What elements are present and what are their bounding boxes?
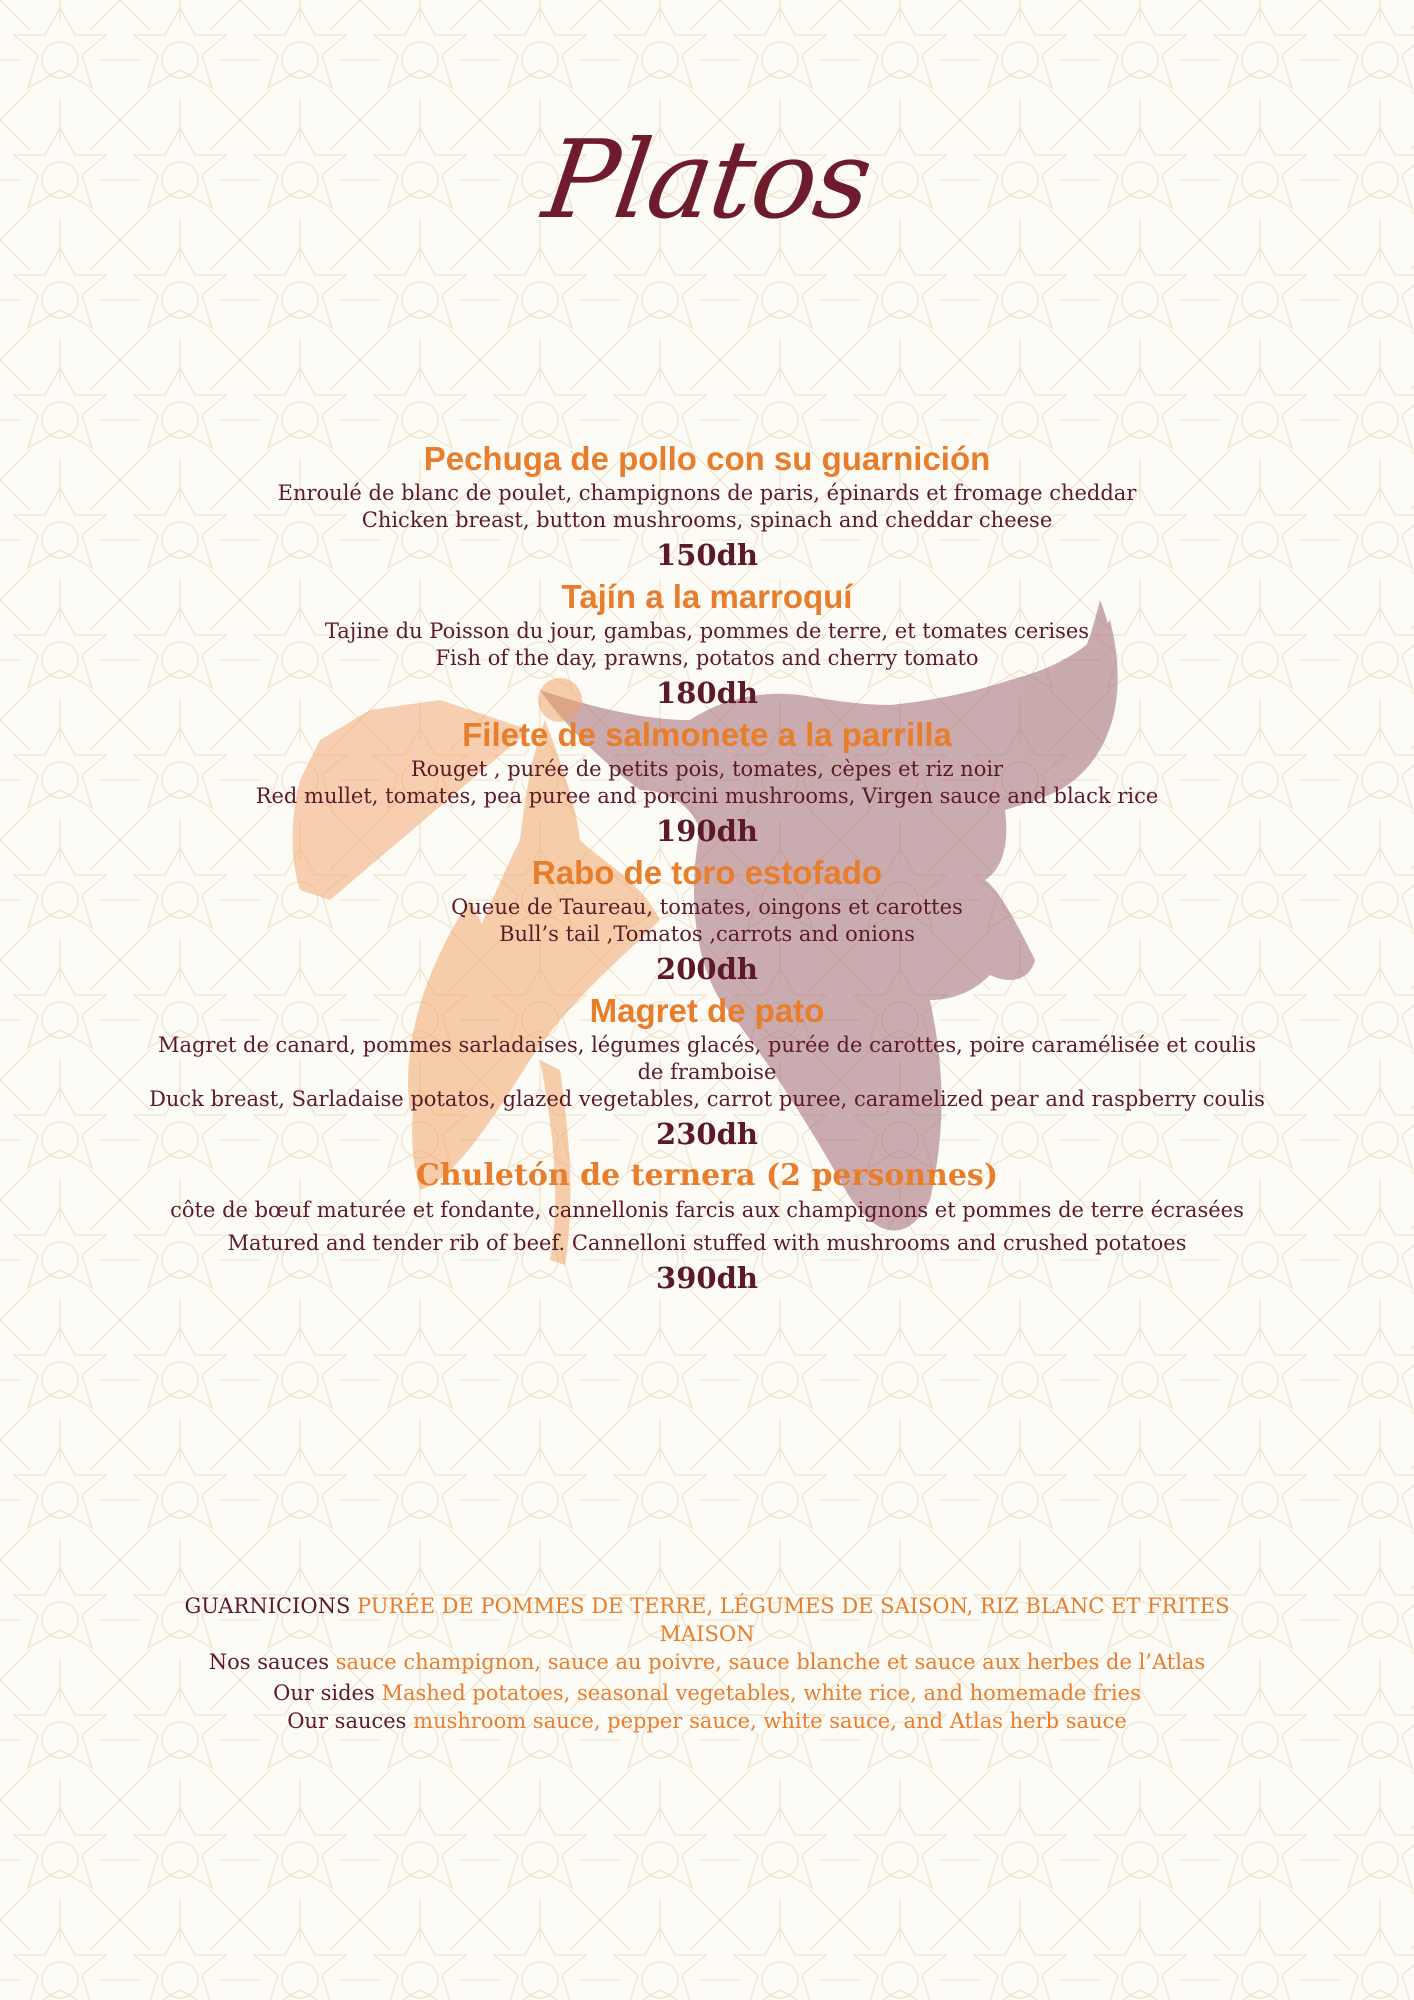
dish-description-fr: côte de bœuf maturée et fondante, cannellonis farcis aux champignons et pommes de terre écrasées — [170, 1198, 1244, 1222]
page-title: Platos — [536, 118, 878, 243]
dish-name: Rabo de toro estofado — [531, 854, 883, 891]
sides-en-note — [142, 1679, 1272, 1707]
dish-item — [0, 990, 1414, 1155]
dish-description-en: Chicken breast, button mushrooms, spinach and cheddar cheese — [361, 508, 1053, 532]
dish-description-fr: Magret de canard, pommes sarladaises, légumes glacés, purée de carottes, poire caramélisée et coulis de framboise — [157, 1033, 1257, 1084]
dish-description-en: Bull’s tail ,Tomatos ,carrots and onions — [499, 922, 915, 946]
sauces-fr-value: sauce champignon, sauce au poivre, sauce blanche et sauce aux herbes de l’Atlas — [335, 1650, 1206, 1674]
dish-name: Chuletón de ternera (2 personnes) — [415, 1158, 999, 1193]
dish-description-en: Duck breast, Sarladaise potatos, glazed vegetables, carrot puree, caramelized pear and raspberry coulis — [149, 1087, 1265, 1111]
dish-description-en: Red mullet, tomates, pea puree and porcini mushrooms, Virgen sauce and black rice — [255, 784, 1159, 808]
sauces-fr-label: Nos sauces — [208, 1650, 330, 1674]
dish-name: Magret de pato — [589, 992, 825, 1029]
dish-item — [0, 576, 1414, 714]
sauces-en-note — [142, 1707, 1272, 1735]
dish-price: 150dh — [656, 538, 758, 572]
sides-en-value: Mashed potatoes, seasonal vegetables, white rice, and homemade fries — [381, 1681, 1141, 1705]
dish-item — [0, 852, 1414, 990]
dish-price: 230dh — [656, 1117, 758, 1151]
dish-name: Filete de salmonete a la parrilla — [462, 716, 952, 753]
sauces-en-label: Our sauces — [287, 1709, 407, 1733]
dish-description-en: Fish of the day, prawns, potatos and cherry tomato — [435, 646, 979, 670]
dish-description-fr: Queue de Taureau, tomates, oingons et carottes — [451, 895, 963, 919]
garnish-value: PURÉE DE POMMES DE TERRE, LÉGUMES DE SAISON, RIZ BLANC ET FRITES MAISON — [357, 1594, 1230, 1646]
dish-price: 390dh — [656, 1261, 758, 1295]
dish-price: 180dh — [656, 676, 758, 710]
garnish-note — [177, 1592, 1237, 1648]
dish-description-en: Matured and tender rib of beef. Cannelloni stuffed with mushrooms and crushed potatoes — [227, 1231, 1187, 1255]
dishes-list — [0, 438, 1414, 1299]
dish-description-fr: Enroulé de blanc de poulet, champignons de paris, épinards et fromage cheddar — [277, 481, 1137, 505]
dish-item — [0, 1155, 1414, 1299]
dish-name: Pechuga de pollo con su guarnición — [423, 440, 991, 477]
dish-item — [0, 714, 1414, 852]
dish-price: 190dh — [656, 814, 758, 848]
dish-price: 200dh — [656, 952, 758, 986]
sauces-fr-note — [142, 1648, 1272, 1676]
sides-and-sauces — [0, 1592, 1414, 1735]
sauces-en-value: mushroom sauce, pepper sauce, white sauce, and Atlas herb sauce — [413, 1709, 1127, 1733]
dish-name: Tajín a la marroquí — [561, 578, 853, 615]
garnish-label: GUARNICIONS — [184, 1594, 351, 1618]
dish-item — [0, 438, 1414, 576]
dish-description-fr: Tajine du Poisson du jour, gambas, pommes de terre, et tomates cerises — [324, 619, 1090, 643]
sides-en-label: Our sides — [273, 1681, 375, 1705]
dish-description-fr: Rouget , purée de petits pois, tomates, cèpes et riz noir — [410, 757, 1004, 781]
